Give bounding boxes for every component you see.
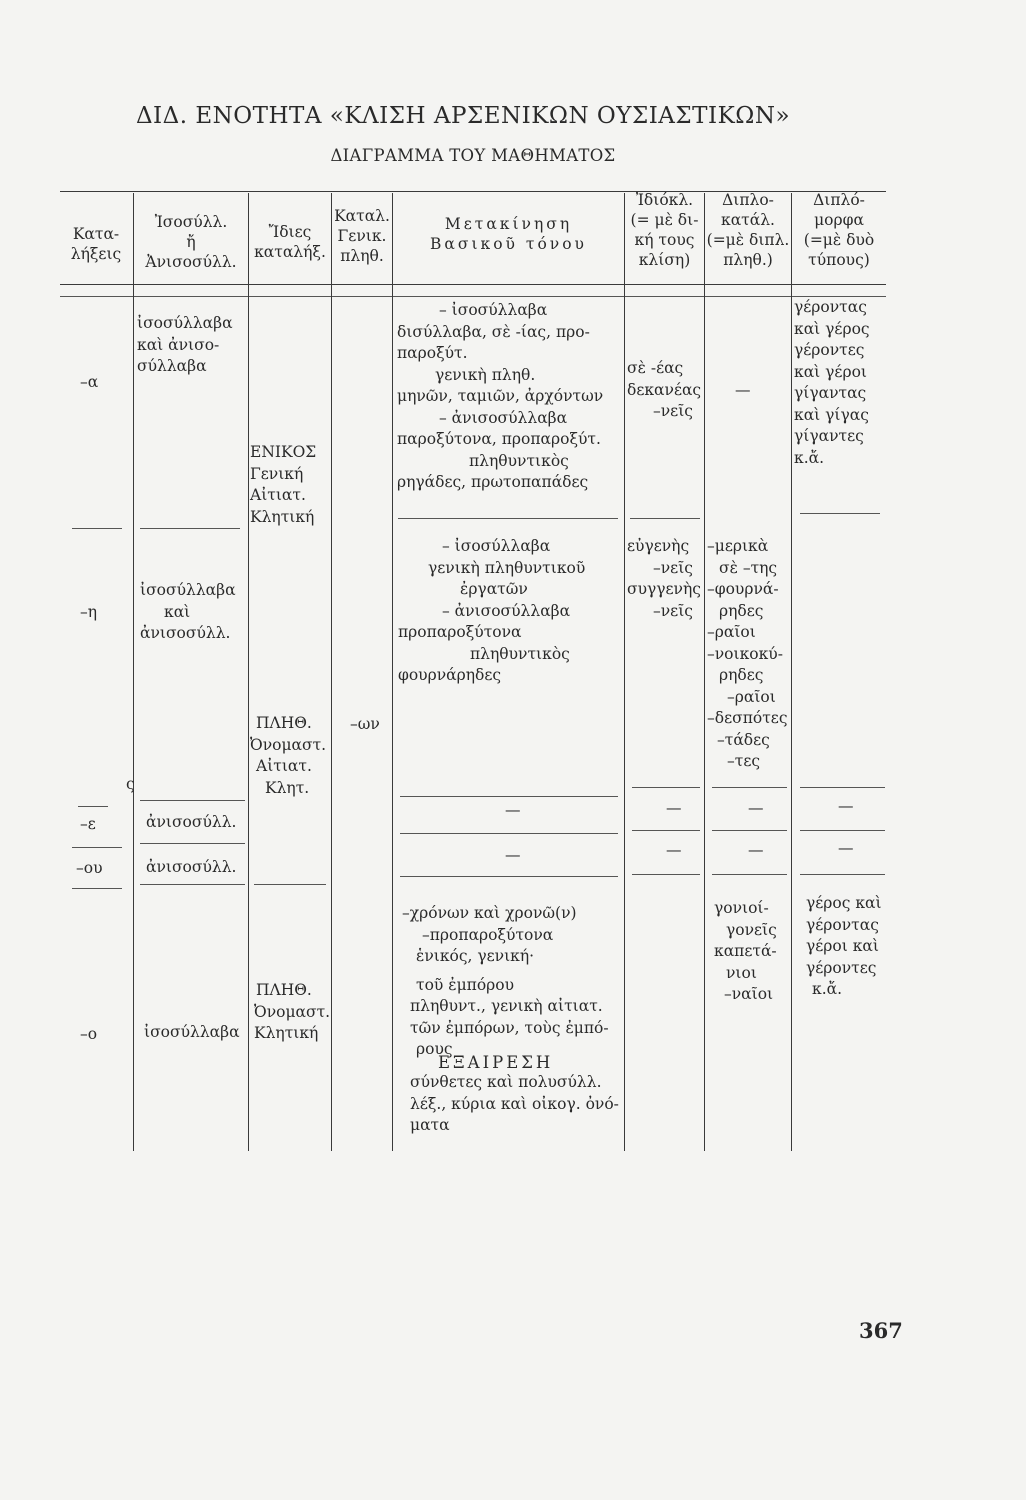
row-separator-i-col6 xyxy=(632,787,700,788)
irregular-e: — xyxy=(666,799,682,817)
accent-shift-ou: — xyxy=(505,846,521,864)
header-rule-inner xyxy=(60,296,886,297)
accent-shift-o: –χρόνων καὶ χρονῶ(ν) –προπαροξύτονα ἑνικός, γενική· τοῦ ἐμπόρου πληθυντ., γενικὴ αἰτιατ. τῶν ἐμπόρων, τοὺς ἐμπό- ρους xyxy=(402,904,609,1058)
header-irregular: Ἰδιόκλ. (= μὲ δι- κή τους κλίση) xyxy=(630,191,699,269)
header-double-ending: Διπλο- κατάλ. (=μὲ διπλ. πληθ.) xyxy=(706,191,790,269)
double-ending-a: — xyxy=(735,381,751,399)
exception-text: σύνθετες καὶ πολυσύλλ. λέξ., κύρια καὶ οἰκογ. ὀνό- ματα xyxy=(410,1073,619,1134)
column-rule-6 xyxy=(704,193,705,1151)
row-separator-ou-col2 xyxy=(140,884,245,885)
genitive-plural-ending: –ων xyxy=(350,715,380,733)
row-separator-ou-col5 xyxy=(400,876,618,877)
row-separator-i-col2 xyxy=(140,800,245,801)
ending-ou: –ου xyxy=(76,859,103,877)
column-rule-3 xyxy=(331,193,332,1151)
accent-shift-i: – ἰσοσύλλαβα γενικὴ πληθυντικοῦ ἐργατῶν – ἀνισοσύλλαβα προπαροξύτονα πληθυντικὸς φουρνάρηδες xyxy=(398,537,586,684)
double-form-o: γέρος καὶ γέροντας γέροι καὶ γέροντες κ.ἄ. xyxy=(806,894,882,998)
ending-i: –η xyxy=(80,603,98,621)
syllabic-i: ἰσοσύλλαβα καὶ ἀνισοσύλλ. xyxy=(140,581,236,642)
row-separator-a-col5 xyxy=(398,518,618,519)
row-separator-ou-col1 xyxy=(72,888,122,889)
special-endings-plural-o: ΠΛΗΘ. Ὀνομαστ. Κλητική xyxy=(254,981,331,1042)
header-special-endings: Ἴδιες καταλήξ. xyxy=(254,223,326,261)
row-separator-i-col5 xyxy=(400,796,618,797)
special-endings-plural: ΠΛΗΘ. Ὀνομαστ. Αἰτιατ. Κλητ. xyxy=(250,714,327,797)
header-accent-shift: Μετακίνηση Βασικοῦ τόνου xyxy=(430,215,587,253)
double-ending-ou: — xyxy=(748,841,764,859)
table-header-rule xyxy=(60,284,886,285)
column-rule-4 xyxy=(392,193,393,1151)
exception-title: ΕΞΑΙΡΕΣΗ xyxy=(438,1053,554,1072)
double-ending-i: –μερικὰ σὲ –της –φουρνά- ρηδες –ραῖοι –νοικοκύ- ρηδες –ραῖοι –δεσπότες –τάδες –τες xyxy=(707,537,788,770)
row-separator-e-col7 xyxy=(712,830,787,831)
syllabic-e: ἀνισοσύλλ. xyxy=(146,813,237,831)
ending-o: –ο xyxy=(80,1025,98,1043)
row-separator-ou-col7 xyxy=(712,874,787,875)
column-rule-7 xyxy=(791,193,792,1151)
page-subtitle: ΔΙΑΓΡΑΜΜΑ ΤΟΥ ΜΑΘΗΜΑΤΟΣ xyxy=(330,146,616,165)
double-ending-e: — xyxy=(748,799,764,817)
row-separator-e-col1 xyxy=(72,847,122,848)
double-form-e: — xyxy=(838,797,854,815)
syllabic-a: ἰσοσύλλαβα καὶ ἀνισο- σύλλαβα xyxy=(137,314,233,375)
row-separator-a-col2 xyxy=(140,528,240,529)
header-syllabic: Ἰσοσύλλ. ἤ Ἀνισοσύλλ. xyxy=(145,213,237,271)
syllabic-ou: ἀνισοσύλλ. xyxy=(146,858,237,876)
row-separator-i-col1 xyxy=(78,806,108,807)
ending-s: ς xyxy=(126,775,135,793)
special-endings-singular: ΕΝΙΚΟΣ Γενική Αἰτιατ. Κλητική xyxy=(250,443,317,526)
row-separator-e-col5 xyxy=(400,833,618,834)
column-rule-5 xyxy=(624,193,625,1151)
syllabic-o: ἰσοσύλλαβα xyxy=(144,1023,240,1041)
row-separator-ou-col8 xyxy=(800,874,885,875)
page-title: ΔΙΔ. ΕΝΟΤΗΤΑ «ΚΛΙΣΗ ΑΡΣΕΝΙΚΩΝ ΟΥΣΙΑΣΤΙΚΩΝ» xyxy=(135,103,791,129)
row-separator-i-col8 xyxy=(800,787,885,788)
row-separator-a-col8 xyxy=(800,513,880,514)
row-separator-ou-col3 xyxy=(254,884,326,885)
row-separator-a-col1 xyxy=(72,528,122,529)
double-form-a: γέροντας καὶ γέρος γέροντες καὶ γέροι γίγαντας καὶ γίγας γίγαντες κ.ἄ. xyxy=(794,298,870,467)
row-separator-a-col6 xyxy=(630,518,700,519)
accent-shift-e: — xyxy=(505,801,521,819)
page-number: 367 xyxy=(859,1318,903,1343)
irregular-a: σὲ -έας δεκανέας –νεῖς xyxy=(627,359,702,420)
ending-a: –α xyxy=(80,373,99,391)
row-separator-e-col6 xyxy=(632,830,700,831)
row-separator-e-col2 xyxy=(140,843,245,844)
accent-shift-a: – ἰσοσύλλαβα δισύλλαβα, σὲ -ίας, προ- παροξύτ. γενικὴ πληθ. μηνῶν, ταμιῶν, ἀρχόντων – ἀνισοσύλλαβα παροξύτονα, προπαροξύτ. πληθυντικὸς ρηγάδες, πρωτοπαπάδες xyxy=(397,301,604,491)
column-rule-1 xyxy=(133,193,134,1151)
row-separator-e-col8 xyxy=(800,830,885,831)
header-genitive-plural: Καταλ. Γενικ. πληθ. xyxy=(334,207,390,265)
column-rule-2 xyxy=(248,193,249,1151)
header-double-form: Διπλό- μορφα (=μὲ δυὸ τύπους) xyxy=(803,191,875,269)
double-form-ou: — xyxy=(838,839,854,857)
irregular-ou: — xyxy=(666,841,682,859)
row-separator-ou-col6 xyxy=(632,874,700,875)
header-endings: Κατα- λήξεις xyxy=(70,225,122,263)
row-separator-i-col7 xyxy=(712,787,787,788)
ending-e: –ε xyxy=(80,815,96,833)
irregular-i: εὐγενὴς –νεῖς συγγενὴς –νεῖς xyxy=(627,537,701,620)
double-ending-o: γονιοί- γονεῖς καπετά- νιοι –ναῖοι xyxy=(714,899,777,1003)
